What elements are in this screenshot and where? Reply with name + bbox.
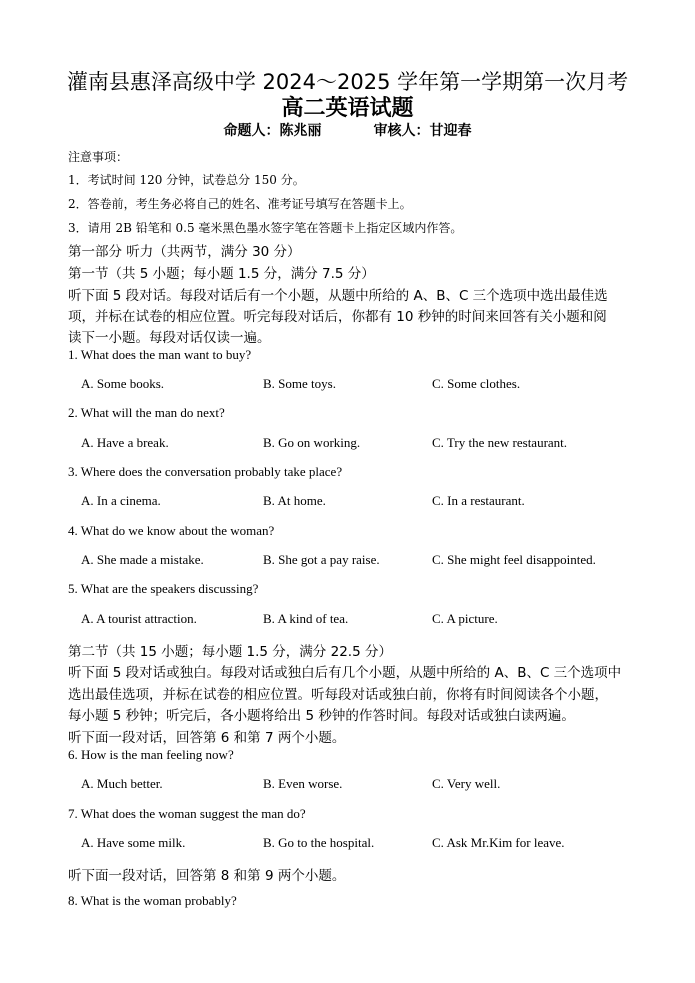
option-c: C. Ask Mr.Kim for leave. [432, 835, 565, 850]
option-a: A. Have a break. [81, 435, 169, 450]
exam-title: 灌南县惠泽高级中学 2024～2025 学年第一学期第一次月考 [66, 70, 629, 94]
option-c: C. A picture. [432, 611, 498, 626]
dialog-note: 听下面一段对话，回答第 6 和第 7 两个小题。 [68, 730, 346, 746]
option-c: C. In a restaurant. [432, 493, 525, 508]
authors-line [0, 120, 695, 140]
section1-instructions: 听下面 5 段对话。每段对话后有一个小题，从题中所给的 A、B、C 三个选项中选出最佳选 [68, 288, 608, 304]
exam-subject-title: 高二英语试题 [281, 96, 414, 121]
option-a: A. Have some milk. [81, 835, 186, 850]
section2-heading: 第二节（共 15 小题；每小题 1.5 分，满分 22.5 分） [68, 644, 392, 660]
notes-heading: 注意事项： [68, 150, 129, 164]
question-7: 7. What does the woman suggest the man do? [68, 806, 306, 821]
question-6: 6. How is the man feeling now? [68, 747, 234, 762]
section1-instructions: 项，并标在试卷的相应位置。听完每段对话后，你都有 10 秒钟的时间来回答有关小题和阅 [68, 309, 607, 325]
question-1: 1. What does the man want to buy? [68, 347, 252, 362]
option-c: C. She might feel disappointed. [432, 552, 596, 567]
option-b: B. Go on working. [263, 435, 361, 450]
option-b: B. She got a pay raise. [263, 552, 380, 567]
option-b: B. Even worse. [263, 776, 343, 791]
dialog-note: 听下面一段对话，回答第 8 和第 9 两个小题。 [68, 868, 346, 884]
question-3: 3. Where does the conversation probably take place? [68, 464, 343, 479]
note-item: 3．请用 2B 铅笔和 0.5 毫米黑色墨水签字笔在答题卡上指定区域内作答。 [68, 221, 463, 235]
part1-heading: 第一部分 听力（共两节，满分 30 分） [68, 244, 301, 260]
question-2: 2. What will the man do next? [68, 405, 225, 420]
section1-instructions: 读下一小题。每段对话仅读一遍。 [68, 330, 271, 346]
option-a: A. Much better. [81, 776, 163, 791]
section2-instructions: 每小题 5 秒钟；听完后，各小题将给出 5 秒钟的作答时间。每段对话或独白读两遍。 [68, 708, 575, 724]
option-b: B. A kind of tea. [263, 611, 349, 626]
note-item: 2．答卷前，考生务必将自己的姓名、准考证号填写在答题卡上。 [68, 197, 412, 211]
option-b: B. At home. [263, 493, 326, 508]
reviewer: 审核人：甘迎春 [373, 123, 472, 139]
option-a: A. In a cinema. [81, 493, 161, 508]
section1-heading: 第一节（共 5 小题；每小题 1.5 分，满分 7.5 分） [68, 266, 375, 282]
option-c: C. Very well. [432, 776, 501, 791]
option-a: A. Some books. [81, 376, 165, 391]
question-4: 4. What do we know about the woman? [68, 523, 275, 538]
option-c: C. Some clothes. [432, 376, 521, 391]
option-c: C. Try the new restaurant. [432, 435, 568, 450]
option-a: A. A tourist attraction. [81, 611, 197, 626]
question-8: 8. What is the woman probably? [68, 893, 237, 908]
section2-instructions: 选出最佳选项，并标在试卷的相应位置。听每段对话或独白前，你将有时间阅读各个小题， [68, 687, 608, 703]
option-b: B. Go to the hospital. [263, 835, 375, 850]
question-5: 5. What are the speakers discussing? [68, 581, 259, 596]
note-item: 1．考试时间 120 分钟，试卷总分 150 分。 [68, 173, 305, 187]
option-b: B. Some toys. [263, 376, 336, 391]
section2-instructions: 听下面 5 段对话或独白。每段对话或独白后有几个小题，从题中所给的 A、B、C 三个选项中 [68, 665, 622, 681]
option-a: A. She made a mistake. [81, 552, 204, 567]
setter: 命题人：陈兆丽 [223, 123, 322, 139]
